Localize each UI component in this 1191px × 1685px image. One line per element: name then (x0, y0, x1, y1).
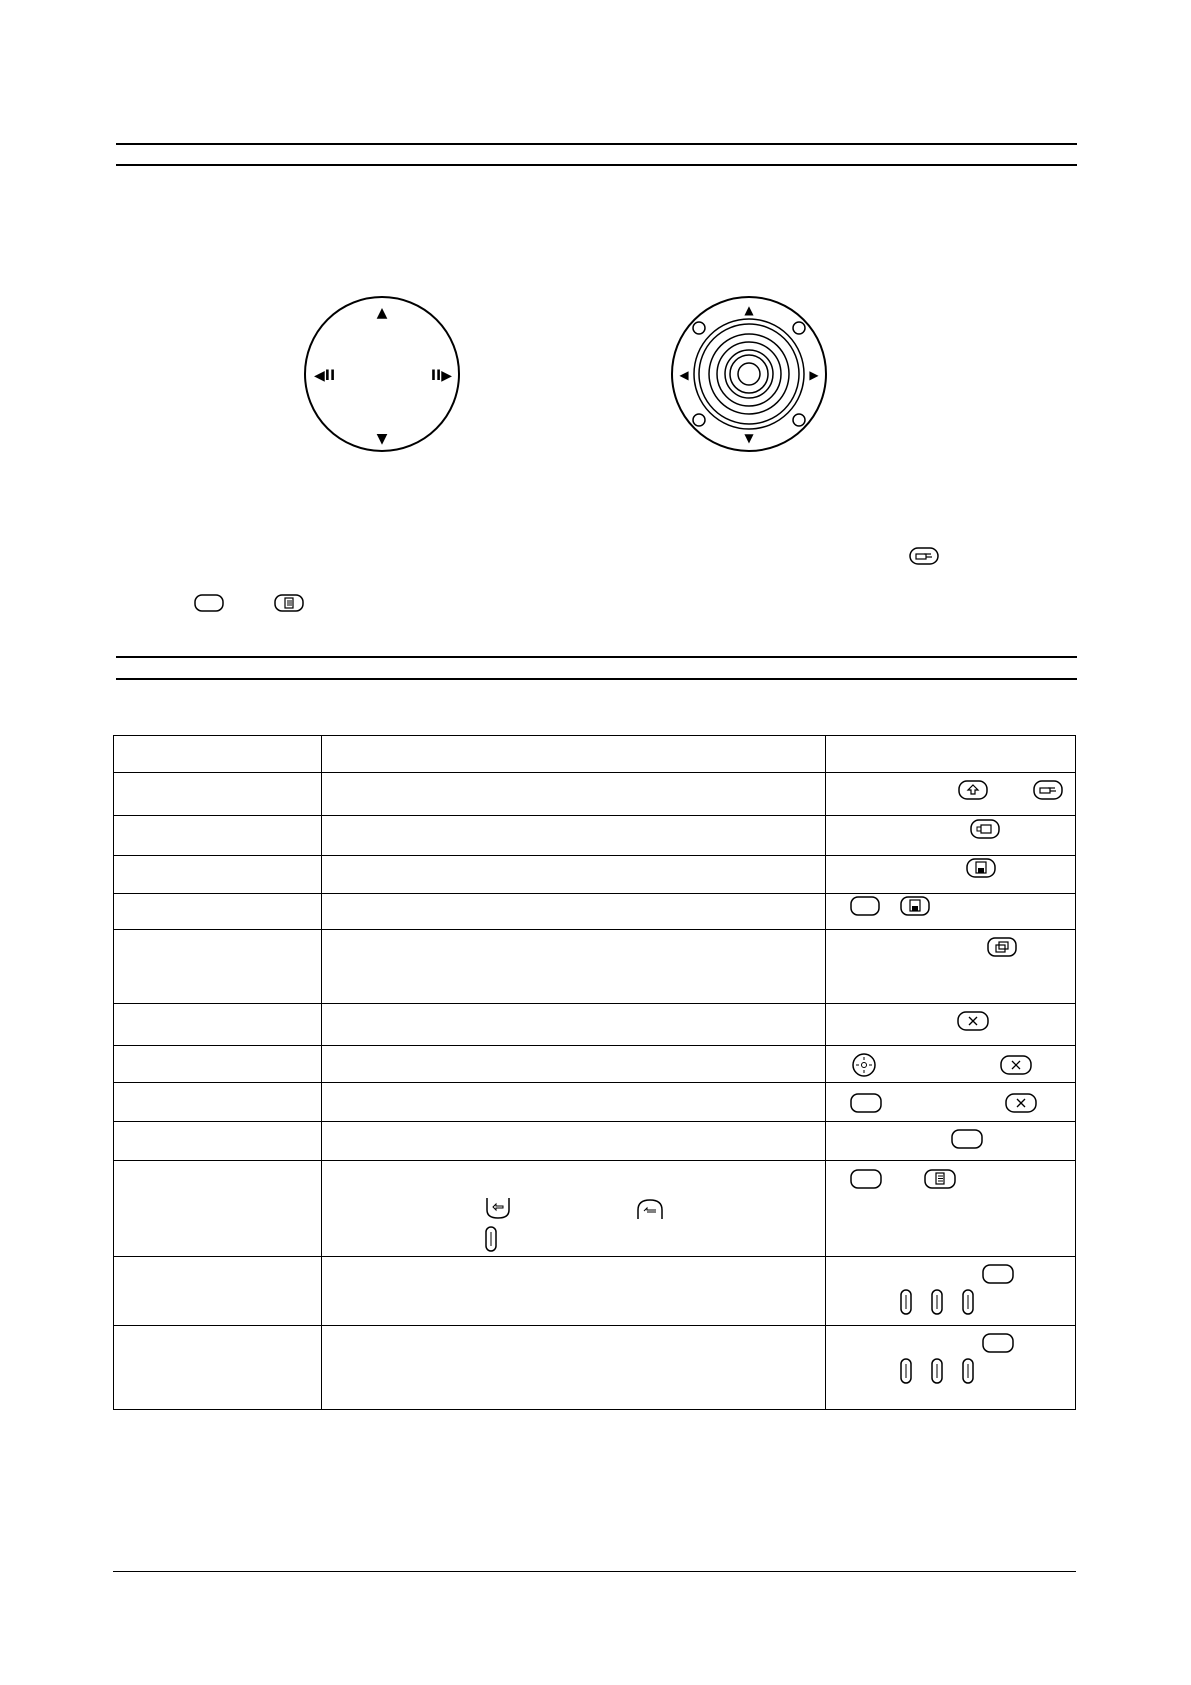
table-col-divider-1 (321, 736, 322, 1409)
table-row-divider (114, 1003, 1075, 1004)
pip-button-icon (970, 818, 1000, 840)
table-row-divider (114, 1121, 1075, 1122)
swap-button-icon (900, 895, 930, 917)
footer-rule (113, 1571, 1076, 1572)
joystick-figure (667, 292, 832, 457)
back-button-icon (485, 1196, 511, 1220)
table-col-divider-2 (825, 736, 826, 1409)
table-row-divider (114, 1045, 1075, 1046)
blank-button-icon (850, 1168, 882, 1190)
key-button-icon (899, 1358, 913, 1384)
multi-window-button-icon (987, 936, 1017, 958)
joystick-right-mark: ▶ (809, 368, 819, 382)
table-row-divider (114, 1256, 1075, 1257)
header-rule-top (116, 143, 1077, 145)
joystick-up-mark: ▲ (744, 303, 754, 317)
key-button-icon (961, 1358, 975, 1384)
return-button-icon (636, 1198, 664, 1220)
dial-left-mark: ◀II (314, 368, 336, 384)
table-row-divider (114, 815, 1075, 816)
input-button-icon (909, 546, 939, 566)
section-rule-top (116, 656, 1077, 658)
input-button-icon (1033, 779, 1063, 801)
blank-button-icon (850, 895, 880, 917)
table-row-divider (114, 893, 1075, 894)
table-row-divider (114, 772, 1075, 773)
swap-button-icon (966, 857, 996, 879)
table-row-divider (114, 1160, 1075, 1161)
joystick-button-icon (851, 1052, 877, 1078)
joystick-down-mark: ▼ (744, 431, 754, 445)
key-button-icon (930, 1358, 944, 1384)
dial-down-mark: ▼ (376, 431, 388, 447)
joystick-left-mark: ◀ (679, 368, 689, 382)
key-button-icon (899, 1289, 913, 1315)
blank-button-icon (194, 593, 224, 613)
header-rule-bottom (116, 164, 1077, 166)
dial-up-mark: ▲ (376, 305, 388, 321)
blank-button-icon (850, 1092, 882, 1114)
blank-button-icon (982, 1332, 1014, 1354)
menu-button-icon (274, 593, 304, 613)
key-button-icon (930, 1289, 944, 1315)
table-row-divider (114, 929, 1075, 930)
close-button-icon (1000, 1054, 1032, 1076)
table-row-divider (114, 1325, 1075, 1326)
dial-right-mark: II▶ (430, 368, 452, 384)
shift-button-icon (958, 779, 988, 801)
table-row-divider (114, 1082, 1075, 1083)
key-button-icon (961, 1289, 975, 1315)
blank-button-icon (951, 1128, 983, 1150)
table-row-divider (114, 855, 1075, 856)
close-button-icon (1005, 1092, 1037, 1114)
key-button-icon (484, 1226, 498, 1252)
blank-button-icon (982, 1263, 1014, 1285)
section-rule-bottom (116, 678, 1077, 680)
direction-dial-figure (300, 292, 465, 457)
close-button-icon (957, 1010, 989, 1032)
menu-button-icon (924, 1168, 956, 1190)
